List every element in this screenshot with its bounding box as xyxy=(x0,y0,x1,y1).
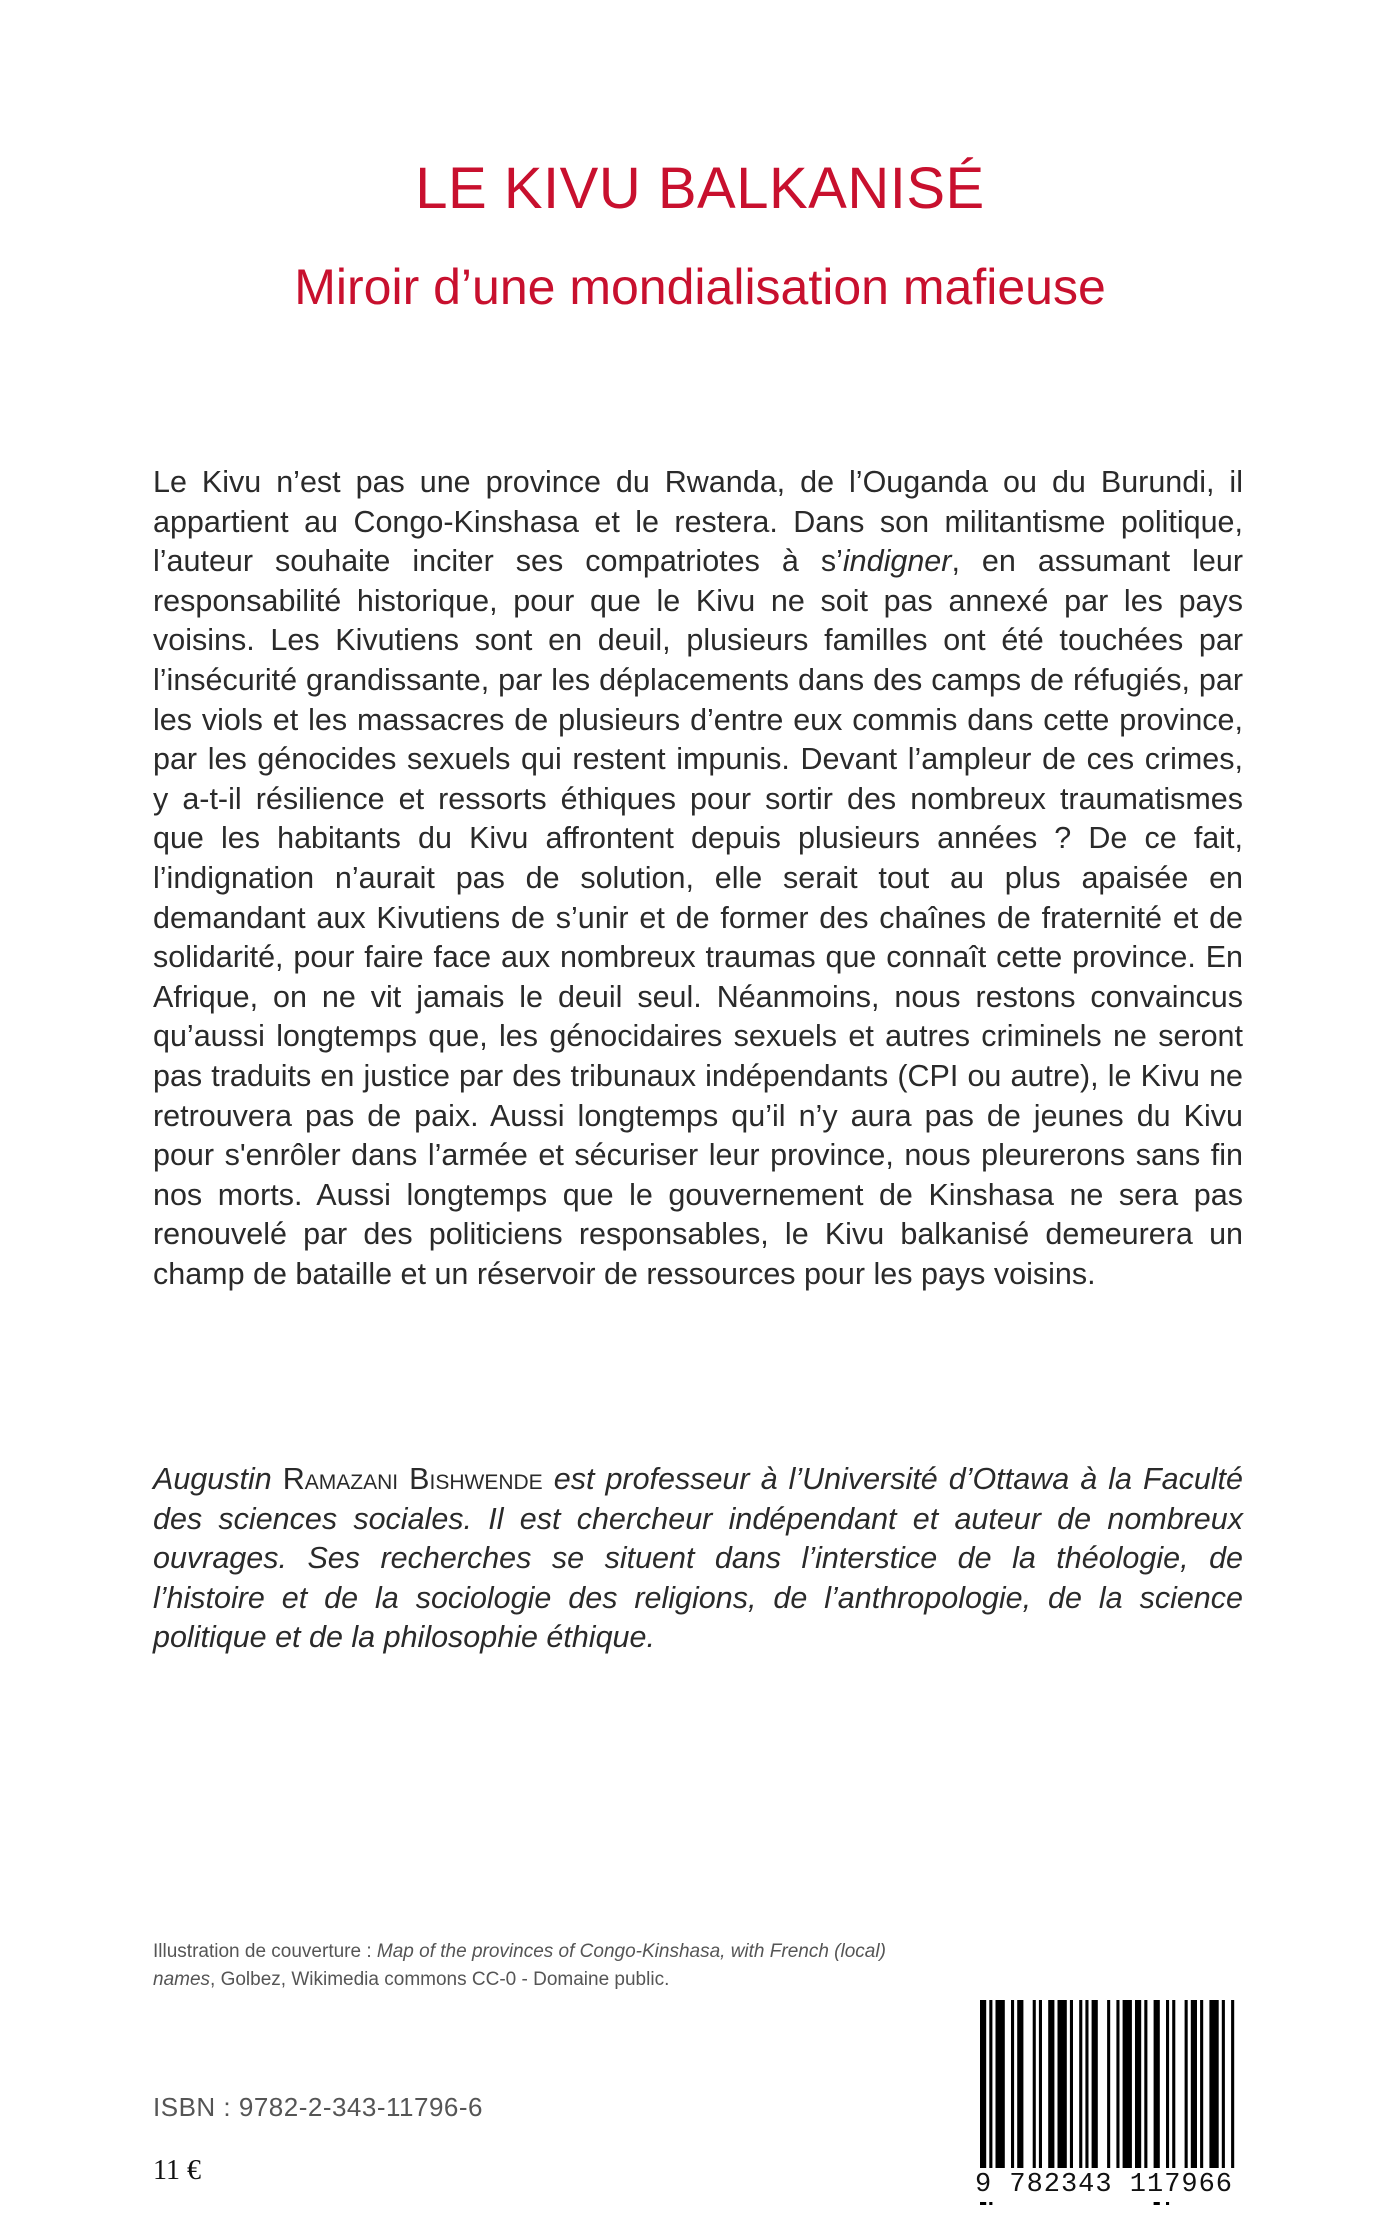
book-subtitle: Miroir d’une mondialisation mafieuse xyxy=(294,259,1106,315)
credit-work-title: Map of the provinces of Congo-Kinshasa, with French (local) names xyxy=(153,1941,886,1990)
blurb-text-part2: , en assumant leur responsabilité historique, pour que le Kivu ne soit pas annexé par les pays voisins. Les Kivutiens sont en deuil, plusieurs familles ont été touchées par l’insécurité grandissante, par les déplacements dans des camps de réfugiés, par les viols et les massacres de plusieurs d’entre eux commis dans cette province, par les génocides sexuels qui restent impunis. Devant l’ampleur de ces crimes, y a-t-il résilience et ressorts éthiques pour sortir des nombreux traumatismes que les habitants du Kivu affrontent depuis plusieurs années ? De ce fait, l’indignation n’aurait pas de solution, elle serait tout au plus apaisée en demandant aux Kivutiens de s’unir et de former des chaînes de fraternité et de solidarité, pour faire face aux nombreux traumas que connaît cette province. En Afrique, on ne vit jamais le deuil seul. Néanmoins, nous restons convaincus qu’aussi longtemps que, les génocidaires sexuels et autres criminels ne seront pas traduits en justice par des tribunaux indépendants (CPI ou autre), le Kivu ne retrouvera pas de paix. Aussi longtemps qu’il n’y aura pas de jeunes du Kivu pour s'enrôler dans l’armée et sécuriser leur province, nous pleurerons sans fin nos morts. Aussi longtemps que le gouvernement de Kinshasa ne sera pas renouvelé par des politiciens responsables, le Kivu balkanisé demeurera un champ de bataille et un réservoir de ressources pour les pays voisins. xyxy=(153,544,1243,1291)
price-label: 11 € xyxy=(153,2155,201,2186)
author-bio xyxy=(153,1460,1243,1658)
barcode-bar xyxy=(1085,2000,1088,2168)
barcode-bar xyxy=(1172,2000,1175,2168)
barcode-bar xyxy=(1048,2000,1054,2168)
author-bio-text: est professeur à l’Université d’Ottawa à la Faculté des sciences sociales. Il est chercheur indépendant et auteur de nombreux ouvrages. Ses recherches se situent dans l’interstice de la théologie, de l’histoire et de la sociologie des religions, de l’anthropologie, de la science politique et de la philosophie éthique. xyxy=(153,1462,1243,1655)
barcode-bar xyxy=(996,2000,1005,2168)
barcode-bar xyxy=(1092,2000,1098,2168)
blurb-emphasis: indigner xyxy=(842,544,952,579)
credit-suffix: , Golbez, Wikimedia commons CC-0 - Domaine public. xyxy=(210,1969,670,1990)
barcode-bar xyxy=(1209,2000,1218,2168)
back-cover-blurb xyxy=(153,463,1243,1294)
barcode-bar xyxy=(1039,2000,1042,2168)
isbn-number: ISBN : 9782-2-343-11796-6 xyxy=(153,2092,483,2122)
barcode-bar xyxy=(1144,2000,1147,2168)
barcode-bar xyxy=(1079,2000,1082,2168)
barcode-bar xyxy=(1185,2000,1188,2168)
barcode-bar xyxy=(1058,2000,1067,2168)
barcode-bar xyxy=(1222,2000,1225,2168)
author-last-name: Ramazani Bishwende xyxy=(282,1462,543,1496)
barcode-bar xyxy=(1135,2000,1141,2168)
blurb-text-part1: Le Kivu n’est pas une province du Rwanda, de l’Ouganda ou du Burundi, il appartient au Congo-Kinshasa et le restera. Dans son militantisme politique, l’auteur souhaite inciter ses compatriotes à s’ xyxy=(153,465,1243,579)
barcode-bar xyxy=(1200,2000,1203,2168)
author-first-name: Augustin xyxy=(153,1462,272,1496)
book-title: LE KIVU BALKANISÉ xyxy=(415,156,985,221)
barcode-bar xyxy=(1191,2000,1197,2168)
barcode-bar xyxy=(1033,2000,1036,2168)
barcode-bar xyxy=(1070,2000,1073,2168)
cover-illustration-credit xyxy=(153,1938,913,1994)
barcode-bar xyxy=(1107,2000,1110,2168)
credit-prefix: Illustration de couverture : xyxy=(153,1941,377,1962)
barcode-bar xyxy=(1231,2000,1234,2168)
barcode-bar xyxy=(1017,2000,1023,2168)
barcode-bar xyxy=(1116,2000,1119,2168)
barcode-digits: 9 782343 117966 xyxy=(970,2168,1238,2202)
barcode-bar xyxy=(1123,2000,1132,2168)
barcode-bar xyxy=(1011,2000,1014,2168)
